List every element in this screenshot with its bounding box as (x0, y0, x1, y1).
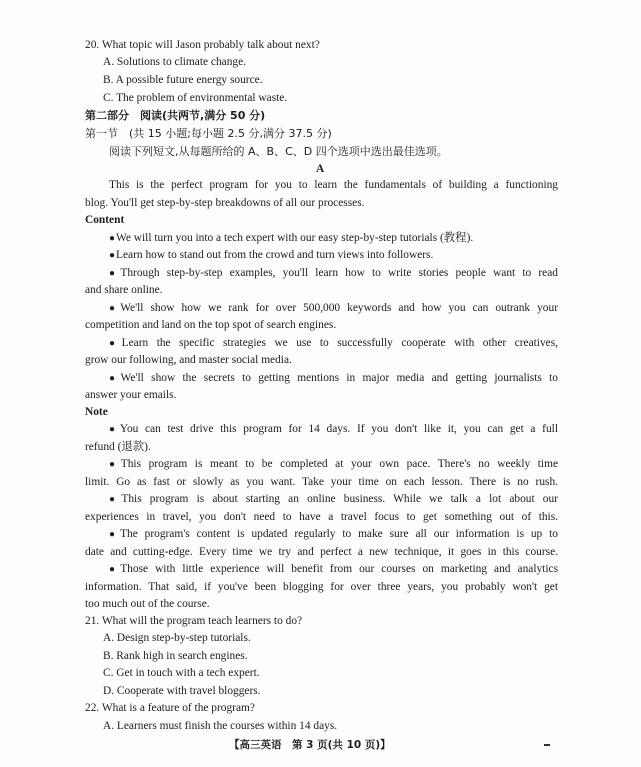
bullet-icon: ● (109, 303, 120, 314)
content-item-5-cont: grow our following, and master social media. (85, 354, 292, 366)
q20-option-c: C. The problem of environmental waste. (103, 92, 288, 104)
bullet-icon: ● (109, 233, 116, 244)
q22-stem: 22. What is a feature of the program? (85, 702, 255, 714)
q21-stem: 21. What will the program teach learners to do? (85, 615, 303, 627)
q21-option-b: B. Rank high in search engines. (103, 650, 248, 662)
note-item-1-cont: refund (退款). (85, 441, 151, 453)
content-item-4: ●We'll show how we rank for over 500,000 keywords and how you can outrank your (109, 302, 558, 314)
note-item-3: ●This program is about starting an online business. While we talk a lot about our (109, 493, 558, 505)
note-item-3-cont: experiences in travel, you don't need to have a travel focus to get something out of this. (85, 511, 558, 523)
content-heading: Content (85, 214, 125, 226)
bullet-icon: ● (109, 373, 120, 384)
part2-title: 第二部分 阅读(共两节,满分 50 分) (85, 109, 266, 122)
q21-option-d: D. Cooperate with travel bloggers. (103, 685, 261, 697)
bullet-icon: ● (109, 338, 121, 349)
bullet-icon: ● (109, 529, 120, 540)
content-item-1: ●We will turn you into a tech expert with our easy step-by-step tutorials (教程). (109, 232, 474, 244)
note-item-4-cont: date and cutting-edge. Every time we try and perfect a new technique, it goes in this course. (85, 546, 558, 558)
bullet-icon: ● (109, 250, 116, 261)
bullet-icon: ● (109, 459, 120, 470)
content-item-6: ●We'll show the secrets to getting mentions in major media and getting journalists to (109, 372, 558, 384)
q20-option-b: B. A possible future energy source. (103, 74, 263, 86)
page-footer: 【高三英语 第 3 页(共 10 页)】 (229, 739, 391, 751)
note-heading: Note (85, 406, 108, 418)
note-item-1: ●You can test drive this program for 14 days. If you don't like it, you can get a full (109, 423, 558, 435)
q22-option-a: A. Learners must finish the courses within 14 days. (103, 720, 338, 732)
note-item-2-cont: limit. Go as fast or slowly as you want. Take your time on each lesson. There is no rush. (85, 476, 558, 488)
content-item-5: ●Learn the specific strategies we use to successfully cooperate with other creatives, (109, 337, 558, 349)
bullet-icon: ● (109, 424, 119, 435)
note-item-5: ●Those with little experience will benefit from our courses on marketing and analytics (109, 563, 559, 575)
content-item-6-cont: answer your emails. (85, 389, 177, 401)
content-item-3-cont: and share online. (85, 284, 163, 296)
content-item-2: ●Learn how to stand out from the crowd and turn views into followers. (109, 249, 434, 261)
q21-option-a: A. Design step-by-step tutorials. (103, 632, 251, 644)
note-item-5-cont: information. That said, if you've been blogging for over three years, you probably won't get (85, 581, 558, 593)
note-item-2: ●This program is meant to be completed at your own pace. There's no weekly time (109, 458, 558, 470)
q21-option-c: C. Get in touch with a tech expert. (103, 667, 260, 679)
bullet-icon: ● (109, 494, 121, 505)
q20-stem: 20. What topic will Jason probably talk about next? (85, 39, 320, 51)
passage-letter: A (316, 163, 325, 175)
intro-line-2: blog. You'll get step-by-step breakdowns of all our processes. (85, 197, 365, 209)
bullet-icon: ● (109, 268, 120, 279)
section1-title: 第一节 (共 15 小题;每小题 2.5 分,满分 37.5 分) (85, 127, 332, 140)
q20-option-a: A. Solutions to climate change. (103, 56, 246, 68)
reading-instruction: 阅读下列短文,从每题所给的 A、B、C、D 四个选项中选出最佳选项。 (109, 145, 448, 158)
bullet-icon: ● (109, 564, 120, 575)
page-corner-mark (544, 744, 550, 746)
content-item-4-cont: competition and land on the top spot of search engines. (85, 319, 337, 331)
content-item-3: ●Through step-by-step examples, you'll learn how to write stories people want to read (109, 267, 558, 279)
note-item-5-cont2: too much out of the course. (85, 598, 210, 610)
note-item-4: ●The program's content is updated regularly to make sure all our information is up to (109, 528, 558, 540)
intro-line-1: This is the perfect program for you to learn the fundamentals of building a functioning (109, 179, 558, 191)
